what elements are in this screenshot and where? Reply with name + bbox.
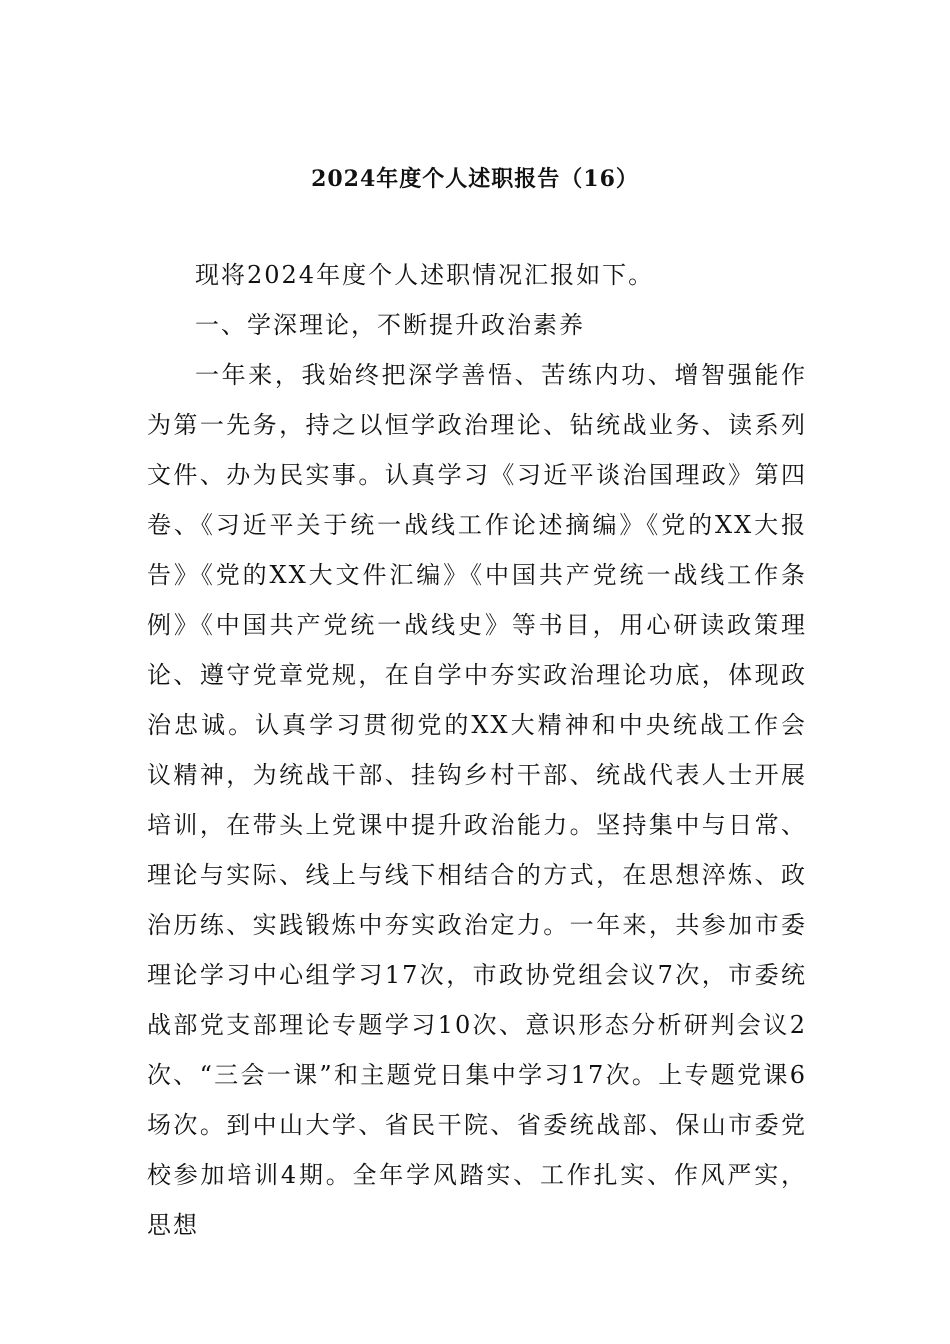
document-body	[147, 250, 807, 1250]
paragraph-body: 一年来，我始终把深学善悟、苦练内功、增智强能作为第一先务，持之以恒学政治理论、钻统战业务、读系列文件、办为民实事。认真学习《习近平谈治国理政》第四卷、《习近平关于统一战线工作论述摘编》《党的XX大报告》《党的XX大文件汇编》《中国共产党统一战线工作条例》《中国共产党统一战线史》等书目，用心研读政策理论、遵守党章党规，在自学中夯实政治理论功底，体现政治忠诚。认真学习贯彻党的XX大精神和中央统战工作会议精神，为统战干部、挂钩乡村干部、统战代表人士开展培训，在带头上党课中提升政治能力。坚持集中与日常、理论与实际、线上与线下相结合的方式，在思想淬炼、政治历练、实践锻炼中夯实政治定力。一年来，共参加市委理论学习中心组学习17次，市政协党组会议7次，市委统战部党支部理论专题学习10次、意识形态分析研判会议2次、“三会一课”和主题党日集中学习17次。上专题党课6场次。到中山大学、省民干院、省委统战部、保山市委党校参加培训4期。全年学风踏实、工作扎实、作风严实，思想	[147, 361, 807, 1239]
section-heading-1: 一、学深理论，不断提升政治素养	[195, 311, 585, 339]
paragraph-intro: 现将2024年度个人述职情况汇报如下。	[195, 261, 655, 289]
document-title: 2024年度个人述职报告（16）	[311, 166, 639, 192]
